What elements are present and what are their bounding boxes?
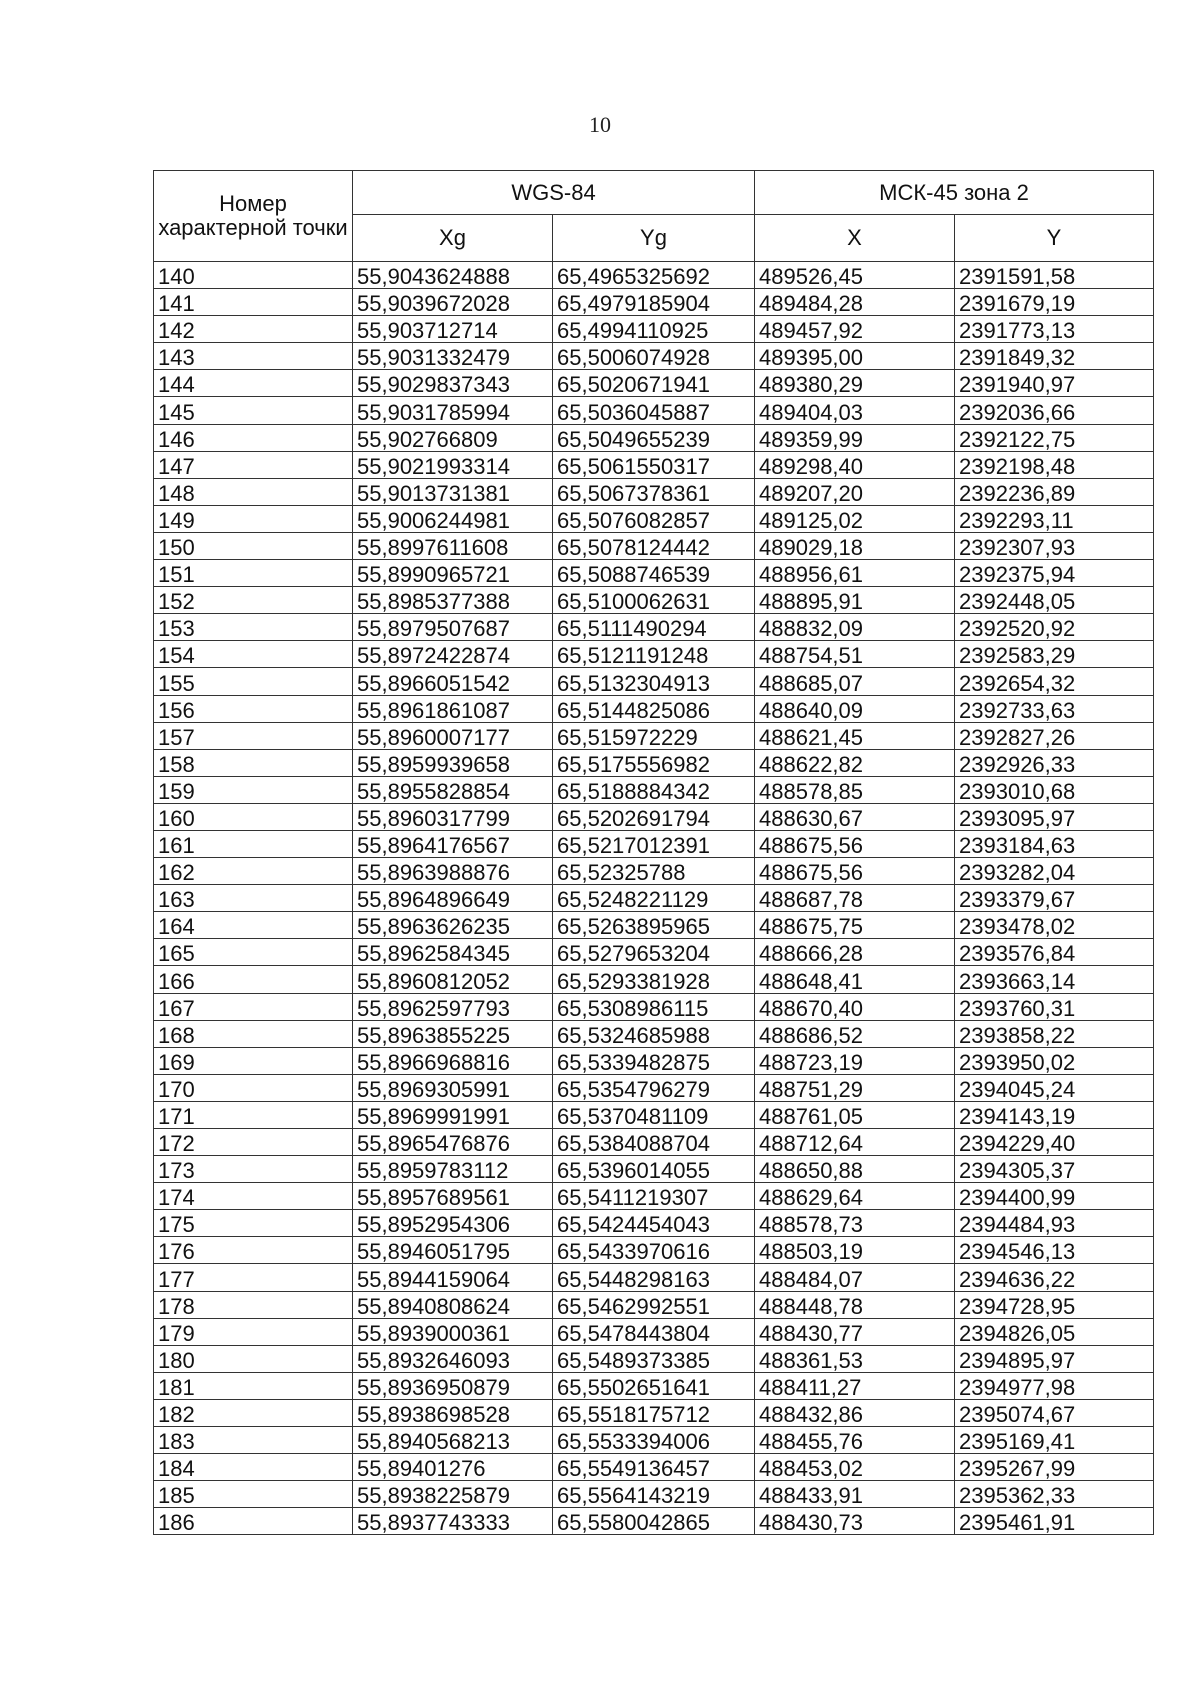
y-cell: 2394728,95: [955, 1291, 1154, 1318]
yg-cell: 65,5263895965: [553, 912, 755, 939]
x-cell: 488685,07: [755, 668, 955, 695]
yg-cell: 65,5036045887: [553, 397, 755, 424]
xg-cell: 55,9029837343: [353, 370, 553, 397]
xg-cell: 55,8960007177: [353, 722, 553, 749]
table-row: [154, 451, 1154, 478]
x-cell: 488648,41: [755, 966, 955, 993]
table-row: [154, 614, 1154, 641]
yg-cell: 65,5293381928: [553, 966, 755, 993]
point-number-cell: 184: [154, 1454, 353, 1481]
point-number-cell: 143: [154, 343, 353, 370]
table-row: [154, 424, 1154, 451]
xg-cell: 55,8972422874: [353, 641, 553, 668]
y-cell: 2395169,41: [955, 1427, 1154, 1454]
y-cell: 2393184,63: [955, 830, 1154, 857]
yg-cell: 65,5061550317: [553, 451, 755, 478]
yg-cell: 65,5202691794: [553, 803, 755, 830]
yg-cell: 65,5111490294: [553, 614, 755, 641]
point-number-cell: 169: [154, 1047, 353, 1074]
table-row: [154, 1291, 1154, 1318]
x-cell: 488687,78: [755, 885, 955, 912]
point-number-cell: 154: [154, 641, 353, 668]
table-row: [154, 668, 1154, 695]
point-number-cell: 167: [154, 993, 353, 1020]
y-cell: 2392654,32: [955, 668, 1154, 695]
point-number-cell: 153: [154, 614, 353, 641]
y-cell: 2394826,05: [955, 1318, 1154, 1345]
y-cell: 2392448,05: [955, 587, 1154, 614]
yg-cell: 65,5248221129: [553, 885, 755, 912]
x-cell: 488630,67: [755, 803, 955, 830]
xg-cell: 55,8960812052: [353, 966, 553, 993]
table-row: [154, 1345, 1154, 1372]
x-cell: 489380,29: [755, 370, 955, 397]
yg-cell: 65,5411219307: [553, 1183, 755, 1210]
point-number-cell: 140: [154, 262, 353, 289]
table-row: [154, 1156, 1154, 1183]
yg-cell: 65,5121191248: [553, 641, 755, 668]
yg-cell: 65,5308986115: [553, 993, 755, 1020]
xg-cell: 55,89401276: [353, 1454, 553, 1481]
x-cell: 488675,56: [755, 830, 955, 857]
y-cell: 2393663,14: [955, 966, 1154, 993]
y-cell: 2392236,89: [955, 478, 1154, 505]
x-cell: 488503,19: [755, 1237, 955, 1264]
yg-cell: 65,4965325692: [553, 262, 755, 289]
y-cell: 2391679,19: [955, 289, 1154, 316]
table-row: [154, 695, 1154, 722]
point-number-cell: 166: [154, 966, 353, 993]
y-cell: 2391940,97: [955, 370, 1154, 397]
point-number-cell: 161: [154, 830, 353, 857]
xg-cell: 55,9039672028: [353, 289, 553, 316]
xg-cell: 55,8946051795: [353, 1237, 553, 1264]
point-number-cell: 159: [154, 776, 353, 803]
yg-cell: 65,5217012391: [553, 830, 755, 857]
y-cell: 2394045,24: [955, 1074, 1154, 1101]
x-cell: 488411,27: [755, 1372, 955, 1399]
yg-cell: 65,5078124442: [553, 532, 755, 559]
table-row: [154, 587, 1154, 614]
table-row: [154, 262, 1154, 289]
yg-cell: 65,5580042865: [553, 1508, 755, 1535]
xg-cell: 55,8938225879: [353, 1481, 553, 1508]
point-number-cell: 158: [154, 749, 353, 776]
xg-cell: 55,8962584345: [353, 939, 553, 966]
table-row: [154, 641, 1154, 668]
y-cell: 2392122,75: [955, 424, 1154, 451]
point-number-cell: 147: [154, 451, 353, 478]
xg-cell: 55,8969991991: [353, 1101, 553, 1128]
y-cell: 2395461,91: [955, 1508, 1154, 1535]
yg-cell: 65,5433970616: [553, 1237, 755, 1264]
xg-cell: 55,8959939658: [353, 749, 553, 776]
x-cell: 488629,64: [755, 1183, 955, 1210]
x-cell: 488484,07: [755, 1264, 955, 1291]
xg-cell: 55,8952954306: [353, 1210, 553, 1237]
yg-cell: 65,5049655239: [553, 424, 755, 451]
y-cell: 2392293,11: [955, 505, 1154, 532]
yg-cell: 65,5564143219: [553, 1481, 755, 1508]
y-cell: 2392307,93: [955, 532, 1154, 559]
point-number-cell: 181: [154, 1372, 353, 1399]
x-cell: 488432,86: [755, 1399, 955, 1426]
point-number-cell: 142: [154, 316, 353, 343]
xg-cell: 55,8962597793: [353, 993, 553, 1020]
y-cell: 2392198,48: [955, 451, 1154, 478]
xg-cell: 55,902766809: [353, 424, 553, 451]
table-row: [154, 532, 1154, 559]
y-cell: 2393095,97: [955, 803, 1154, 830]
y-cell: 2391773,13: [955, 316, 1154, 343]
x-cell: 488956,61: [755, 560, 955, 587]
table-row: [154, 749, 1154, 776]
point-number-cell: 179: [154, 1318, 353, 1345]
xg-cell: 55,9031332479: [353, 343, 553, 370]
xg-cell: 55,8964896649: [353, 885, 553, 912]
table-row: [154, 966, 1154, 993]
table-row: [154, 1237, 1154, 1264]
table-row: [154, 370, 1154, 397]
table-row: [154, 1020, 1154, 1047]
x-cell: 488712,64: [755, 1129, 955, 1156]
table-row: [154, 343, 1154, 370]
xg-cell: 55,8940808624: [353, 1291, 553, 1318]
xg-cell: 55,8937743333: [353, 1508, 553, 1535]
point-number-cell: 172: [154, 1129, 353, 1156]
point-number-cell: 174: [154, 1183, 353, 1210]
x-cell: 488621,45: [755, 722, 955, 749]
xg-cell: 55,8990965721: [353, 560, 553, 587]
x-cell: 488751,29: [755, 1074, 955, 1101]
y-cell: 2393478,02: [955, 912, 1154, 939]
point-number-cell: 177: [154, 1264, 353, 1291]
xg-cell: 55,8955828854: [353, 776, 553, 803]
yg-cell: 65,5533394006: [553, 1427, 755, 1454]
page-number: 10: [589, 112, 611, 137]
point-number-cell: 170: [154, 1074, 353, 1101]
table-row: [154, 1047, 1154, 1074]
table-row: [154, 993, 1154, 1020]
point-number-cell: 164: [154, 912, 353, 939]
x-cell: 489395,00: [755, 343, 955, 370]
yg-cell: 65,5518175712: [553, 1399, 755, 1426]
header-x: X: [755, 215, 955, 262]
xg-cell: 55,8963626235: [353, 912, 553, 939]
yg-cell: 65,515972229: [553, 722, 755, 749]
header-y: Y: [955, 215, 1154, 262]
header-msk-45: МСК-45 зона 2: [755, 171, 1154, 215]
table-row: [154, 830, 1154, 857]
header-xg: Xg: [353, 215, 553, 262]
table-row: [154, 1210, 1154, 1237]
y-cell: 2392375,94: [955, 560, 1154, 587]
point-number-cell: 144: [154, 370, 353, 397]
x-cell: 488455,76: [755, 1427, 955, 1454]
xg-cell: 55,8964176567: [353, 830, 553, 857]
xg-cell: 55,9021993314: [353, 451, 553, 478]
table-row: [154, 397, 1154, 424]
yg-cell: 65,5448298163: [553, 1264, 755, 1291]
yg-cell: 65,52325788: [553, 858, 755, 885]
xg-cell: 55,8960317799: [353, 803, 553, 830]
yg-cell: 65,5067378361: [553, 478, 755, 505]
yg-cell: 65,5100062631: [553, 587, 755, 614]
yg-cell: 65,5020671941: [553, 370, 755, 397]
y-cell: 2395074,67: [955, 1399, 1154, 1426]
point-number-cell: 163: [154, 885, 353, 912]
header-yg: Yg: [553, 215, 755, 262]
table-row: [154, 885, 1154, 912]
xg-cell: 55,8959783112: [353, 1156, 553, 1183]
y-cell: 2393010,68: [955, 776, 1154, 803]
point-number-cell: 171: [154, 1101, 353, 1128]
x-cell: 489207,20: [755, 478, 955, 505]
xg-cell: 55,8957689561: [353, 1183, 553, 1210]
xg-cell: 55,8961861087: [353, 695, 553, 722]
point-number-cell: 152: [154, 587, 353, 614]
point-number-cell: 182: [154, 1399, 353, 1426]
x-cell: 489359,99: [755, 424, 955, 451]
point-number-cell: 141: [154, 289, 353, 316]
xg-cell: 55,8944159064: [353, 1264, 553, 1291]
table-row: [154, 1101, 1154, 1128]
y-cell: 2394484,93: [955, 1210, 1154, 1237]
y-cell: 2393858,22: [955, 1020, 1154, 1047]
point-number-cell: 151: [154, 560, 353, 587]
point-number-cell: 156: [154, 695, 353, 722]
y-cell: 2394229,40: [955, 1129, 1154, 1156]
xg-cell: 55,9031785994: [353, 397, 553, 424]
point-number-cell: 160: [154, 803, 353, 830]
table-header: [154, 171, 1154, 262]
x-cell: 489457,92: [755, 316, 955, 343]
x-cell: 488754,51: [755, 641, 955, 668]
x-cell: 489404,03: [755, 397, 955, 424]
table-row: [154, 1129, 1154, 1156]
y-cell: 2392583,29: [955, 641, 1154, 668]
xg-cell: 55,8939000361: [353, 1318, 553, 1345]
xg-cell: 55,8965476876: [353, 1129, 553, 1156]
y-cell: 2392827,26: [955, 722, 1154, 749]
point-number-cell: 149: [154, 505, 353, 532]
yg-cell: 65,5478443804: [553, 1318, 755, 1345]
x-cell: 488448,78: [755, 1291, 955, 1318]
x-cell: 488832,09: [755, 614, 955, 641]
point-number-cell: 168: [154, 1020, 353, 1047]
yg-cell: 65,5006074928: [553, 343, 755, 370]
table-row: [154, 858, 1154, 885]
xg-cell: 55,8969305991: [353, 1074, 553, 1101]
yg-cell: 65,5424454043: [553, 1210, 755, 1237]
table-row: [154, 289, 1154, 316]
y-cell: 2394895,97: [955, 1345, 1154, 1372]
table-row: [154, 776, 1154, 803]
x-cell: 489125,02: [755, 505, 955, 532]
table-row: [154, 1264, 1154, 1291]
x-cell: 488675,56: [755, 858, 955, 885]
xg-cell: 55,8997611608: [353, 532, 553, 559]
point-number-cell: 162: [154, 858, 353, 885]
yg-cell: 65,5088746539: [553, 560, 755, 587]
table-row: [154, 912, 1154, 939]
yg-cell: 65,5076082857: [553, 505, 755, 532]
header-wgs-84: WGS-84: [353, 171, 755, 215]
table-row: [154, 316, 1154, 343]
y-cell: 2393950,02: [955, 1047, 1154, 1074]
y-cell: 2394636,22: [955, 1264, 1154, 1291]
point-number-cell: 157: [154, 722, 353, 749]
table-row: [154, 1074, 1154, 1101]
yg-cell: 65,5188884342: [553, 776, 755, 803]
point-number-cell: 180: [154, 1345, 353, 1372]
yg-cell: 65,5549136457: [553, 1454, 755, 1481]
xg-cell: 55,8963988876: [353, 858, 553, 885]
point-number-cell: 186: [154, 1508, 353, 1535]
point-number-cell: 145: [154, 397, 353, 424]
x-cell: 488723,19: [755, 1047, 955, 1074]
y-cell: 2393379,67: [955, 885, 1154, 912]
yg-cell: 65,5354796279: [553, 1074, 755, 1101]
yg-cell: 65,5462992551: [553, 1291, 755, 1318]
xg-cell: 55,9043624888: [353, 262, 553, 289]
y-cell: 2392926,33: [955, 749, 1154, 776]
x-cell: 489484,28: [755, 289, 955, 316]
yg-cell: 65,5144825086: [553, 695, 755, 722]
xg-cell: 55,8979507687: [353, 614, 553, 641]
header-point-number: Номер характерной точки: [154, 171, 353, 262]
x-cell: 488761,05: [755, 1101, 955, 1128]
point-number-cell: 178: [154, 1291, 353, 1318]
yg-cell: 65,5502651641: [553, 1372, 755, 1399]
point-number-cell: 165: [154, 939, 353, 966]
x-cell: 488622,82: [755, 749, 955, 776]
y-cell: 2394546,13: [955, 1237, 1154, 1264]
y-cell: 2392036,66: [955, 397, 1154, 424]
x-cell: 488433,91: [755, 1481, 955, 1508]
x-cell: 488675,75: [755, 912, 955, 939]
table-body: [154, 262, 1154, 1535]
x-cell: 488430,77: [755, 1318, 955, 1345]
yg-cell: 65,5324685988: [553, 1020, 755, 1047]
x-cell: 489029,18: [755, 532, 955, 559]
x-cell: 489526,45: [755, 262, 955, 289]
point-number-cell: 175: [154, 1210, 353, 1237]
point-number-cell: 146: [154, 424, 353, 451]
point-number-cell: 155: [154, 668, 353, 695]
yg-cell: 65,5279653204: [553, 939, 755, 966]
x-cell: 489298,40: [755, 451, 955, 478]
x-cell: 488895,91: [755, 587, 955, 614]
xg-cell: 55,8932646093: [353, 1345, 553, 1372]
point-number-cell: 176: [154, 1237, 353, 1264]
point-number-cell: 150: [154, 532, 353, 559]
xg-cell: 55,8936950879: [353, 1372, 553, 1399]
x-cell: 488650,88: [755, 1156, 955, 1183]
table-row: [154, 505, 1154, 532]
x-cell: 488640,09: [755, 695, 955, 722]
table-row: [154, 1399, 1154, 1426]
y-cell: 2392520,92: [955, 614, 1154, 641]
yg-cell: 65,5175556982: [553, 749, 755, 776]
xg-cell: 55,8963855225: [353, 1020, 553, 1047]
y-cell: 2394305,37: [955, 1156, 1154, 1183]
y-cell: 2391591,58: [955, 262, 1154, 289]
xg-cell: 55,8966051542: [353, 668, 553, 695]
table-row: [154, 1508, 1154, 1535]
table-row: [154, 803, 1154, 830]
xg-cell: 55,903712714: [353, 316, 553, 343]
table-row: [154, 722, 1154, 749]
xg-cell: 55,9013731381: [353, 478, 553, 505]
y-cell: 2394143,19: [955, 1101, 1154, 1128]
y-cell: 2395362,33: [955, 1481, 1154, 1508]
point-number-cell: 183: [154, 1427, 353, 1454]
table-row: [154, 939, 1154, 966]
yg-cell: 65,5339482875: [553, 1047, 755, 1074]
y-cell: 2391849,32: [955, 343, 1154, 370]
yg-cell: 65,4979185904: [553, 289, 755, 316]
yg-cell: 65,5396014055: [553, 1156, 755, 1183]
yg-cell: 65,5370481109: [553, 1101, 755, 1128]
table-row: [154, 1454, 1154, 1481]
y-cell: 2394400,99: [955, 1183, 1154, 1210]
point-number-cell: 148: [154, 478, 353, 505]
yg-cell: 65,5384088704: [553, 1129, 755, 1156]
table-row: [154, 1318, 1154, 1345]
y-cell: 2395267,99: [955, 1454, 1154, 1481]
x-cell: 488686,52: [755, 1020, 955, 1047]
y-cell: 2394977,98: [955, 1372, 1154, 1399]
yg-cell: 65,5132304913: [553, 668, 755, 695]
x-cell: 488666,28: [755, 939, 955, 966]
x-cell: 488578,85: [755, 776, 955, 803]
table-row: [154, 1183, 1154, 1210]
y-cell: 2392733,63: [955, 695, 1154, 722]
table-row: [154, 560, 1154, 587]
yg-cell: 65,4994110925: [553, 316, 755, 343]
xg-cell: 55,8985377388: [353, 587, 553, 614]
y-cell: 2393760,31: [955, 993, 1154, 1020]
point-number-cell: 173: [154, 1156, 353, 1183]
x-cell: 488670,40: [755, 993, 955, 1020]
x-cell: 488430,73: [755, 1508, 955, 1535]
x-cell: 488361,53: [755, 1345, 955, 1372]
xg-cell: 55,9006244981: [353, 505, 553, 532]
table-row: [154, 478, 1154, 505]
table-row: [154, 1427, 1154, 1454]
xg-cell: 55,8938698528: [353, 1399, 553, 1426]
table-row: [154, 1481, 1154, 1508]
y-cell: 2393282,04: [955, 858, 1154, 885]
coordinates-table: [153, 170, 1154, 1535]
xg-cell: 55,8966968816: [353, 1047, 553, 1074]
point-number-cell: 185: [154, 1481, 353, 1508]
yg-cell: 65,5489373385: [553, 1345, 755, 1372]
table-row: [154, 1372, 1154, 1399]
x-cell: 488578,73: [755, 1210, 955, 1237]
y-cell: 2393576,84: [955, 939, 1154, 966]
xg-cell: 55,8940568213: [353, 1427, 553, 1454]
x-cell: 488453,02: [755, 1454, 955, 1481]
